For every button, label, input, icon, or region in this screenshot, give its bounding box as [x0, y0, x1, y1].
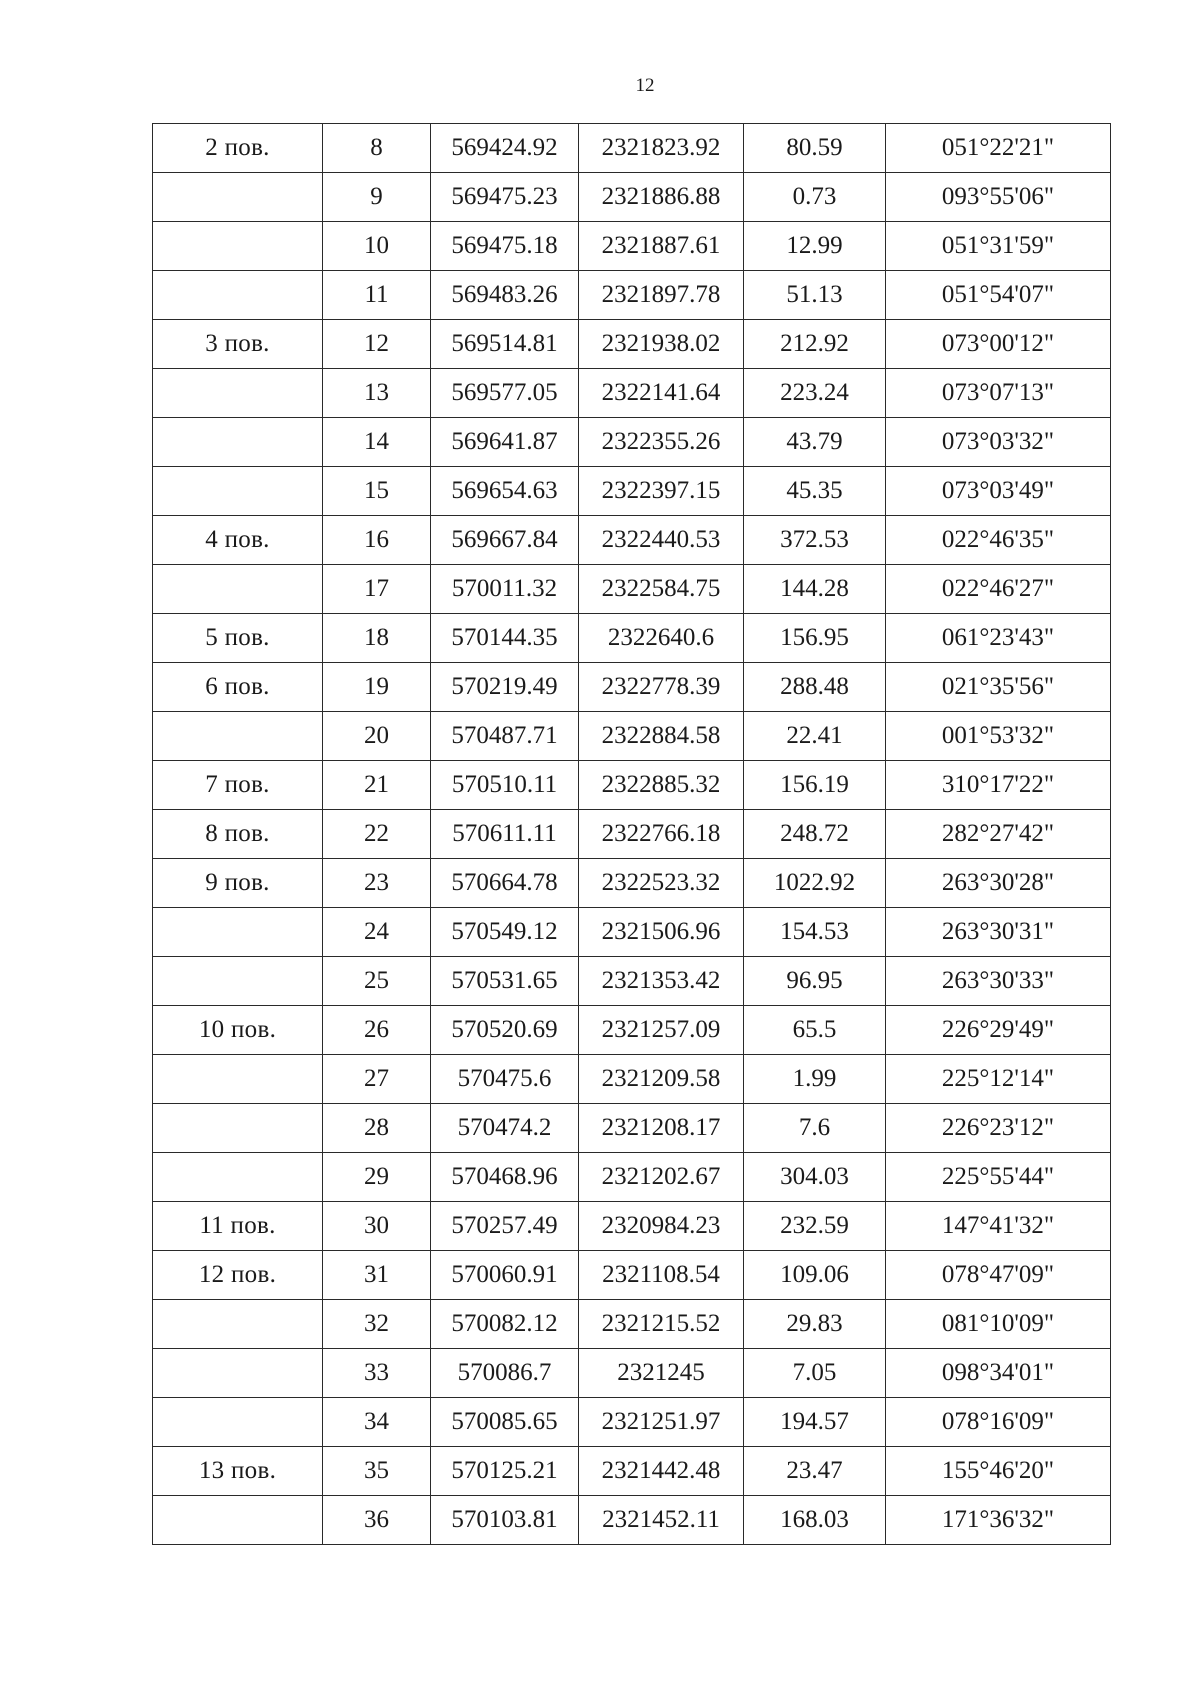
bearing-angle-cell: 310°17'22" [886, 761, 1111, 810]
point-number-cell: 15 [323, 467, 431, 516]
length-cell: 156.19 [744, 761, 886, 810]
table-row [153, 712, 1111, 761]
y-coordinate-cell: 2322440.53 [579, 516, 744, 565]
length-cell: 65.5 [744, 1006, 886, 1055]
bearing-angle-cell: 051°22'21" [886, 124, 1111, 173]
y-coordinate-cell: 2321938.02 [579, 320, 744, 369]
x-coordinate-cell: 569641.87 [431, 418, 579, 467]
length-cell: 232.59 [744, 1202, 886, 1251]
turn-cell [153, 369, 323, 418]
bearing-angle-cell: 051°31'59" [886, 222, 1111, 271]
bearing-angle-cell: 098°34'01" [886, 1349, 1111, 1398]
point-number-cell: 31 [323, 1251, 431, 1300]
table-row [153, 1496, 1111, 1545]
point-number-cell: 13 [323, 369, 431, 418]
table-row [153, 957, 1111, 1006]
length-cell: 1022.92 [744, 859, 886, 908]
point-number-cell: 25 [323, 957, 431, 1006]
bearing-angle-cell: 073°07'13" [886, 369, 1111, 418]
y-coordinate-cell: 2322778.39 [579, 663, 744, 712]
point-number-cell: 21 [323, 761, 431, 810]
point-number-cell: 14 [323, 418, 431, 467]
point-number-cell: 24 [323, 908, 431, 957]
table-body [153, 124, 1111, 1545]
turn-cell: 6 пов. [153, 663, 323, 712]
table-row [153, 1300, 1111, 1349]
x-coordinate-cell: 570611.11 [431, 810, 579, 859]
turn-cell [153, 1055, 323, 1104]
y-coordinate-cell: 2322523.32 [579, 859, 744, 908]
table-row [153, 418, 1111, 467]
length-cell: 12.99 [744, 222, 886, 271]
length-cell: 1.99 [744, 1055, 886, 1104]
x-coordinate-cell: 570082.12 [431, 1300, 579, 1349]
length-cell: 45.35 [744, 467, 886, 516]
x-coordinate-cell: 570520.69 [431, 1006, 579, 1055]
turn-cell [153, 565, 323, 614]
point-number-cell: 18 [323, 614, 431, 663]
bearing-angle-cell: 061°23'43" [886, 614, 1111, 663]
bearing-angle-cell: 022°46'27" [886, 565, 1111, 614]
turn-cell [153, 1349, 323, 1398]
table-row [153, 614, 1111, 663]
table-row [153, 222, 1111, 271]
table-row [153, 1251, 1111, 1300]
point-number-cell: 17 [323, 565, 431, 614]
y-coordinate-cell: 2321245 [579, 1349, 744, 1398]
x-coordinate-cell: 570549.12 [431, 908, 579, 957]
table-row [153, 1202, 1111, 1251]
length-cell: 154.53 [744, 908, 886, 957]
length-cell: 51.13 [744, 271, 886, 320]
bearing-angle-cell: 073°03'32" [886, 418, 1111, 467]
length-cell: 109.06 [744, 1251, 886, 1300]
turn-cell [153, 1398, 323, 1447]
x-coordinate-cell: 569514.81 [431, 320, 579, 369]
bearing-angle-cell: 081°10'09" [886, 1300, 1111, 1349]
turn-cell: 12 пов. [153, 1251, 323, 1300]
x-coordinate-cell: 570086.7 [431, 1349, 579, 1398]
turn-cell: 9 пов. [153, 859, 323, 908]
x-coordinate-cell: 570474.2 [431, 1104, 579, 1153]
x-coordinate-cell: 570475.6 [431, 1055, 579, 1104]
table-row [153, 516, 1111, 565]
point-number-cell: 34 [323, 1398, 431, 1447]
x-coordinate-cell: 570125.21 [431, 1447, 579, 1496]
length-cell: 7.6 [744, 1104, 886, 1153]
page-number: 12 [635, 75, 655, 96]
bearing-angle-cell: 051°54'07" [886, 271, 1111, 320]
y-coordinate-cell: 2322640.6 [579, 614, 744, 663]
turn-cell: 11 пов. [153, 1202, 323, 1251]
bearing-angle-cell: 263°30'33" [886, 957, 1111, 1006]
y-coordinate-cell: 2321202.67 [579, 1153, 744, 1202]
table-row [153, 369, 1111, 418]
table-row [153, 810, 1111, 859]
point-number-cell: 16 [323, 516, 431, 565]
x-coordinate-cell: 570664.78 [431, 859, 579, 908]
turn-cell: 2 пов. [153, 124, 323, 173]
x-coordinate-cell: 569577.05 [431, 369, 579, 418]
x-coordinate-cell: 569475.23 [431, 173, 579, 222]
table-row [153, 761, 1111, 810]
turn-cell: 5 пов. [153, 614, 323, 663]
y-coordinate-cell: 2322584.75 [579, 565, 744, 614]
bearing-angle-cell: 226°29'49" [886, 1006, 1111, 1055]
y-coordinate-cell: 2320984.23 [579, 1202, 744, 1251]
bearing-angle-cell: 073°00'12" [886, 320, 1111, 369]
point-number-cell: 36 [323, 1496, 431, 1545]
point-number-cell: 35 [323, 1447, 431, 1496]
x-coordinate-cell: 569475.18 [431, 222, 579, 271]
point-number-cell: 26 [323, 1006, 431, 1055]
length-cell: 194.57 [744, 1398, 886, 1447]
length-cell: 304.03 [744, 1153, 886, 1202]
point-number-cell: 12 [323, 320, 431, 369]
x-coordinate-cell: 570060.91 [431, 1251, 579, 1300]
table-row [153, 1398, 1111, 1447]
y-coordinate-cell: 2321887.61 [579, 222, 744, 271]
bearing-angle-cell: 001°53'32" [886, 712, 1111, 761]
table-row [153, 1055, 1111, 1104]
x-coordinate-cell: 570103.81 [431, 1496, 579, 1545]
x-coordinate-cell: 569424.92 [431, 124, 579, 173]
turn-cell [153, 712, 323, 761]
bearing-angle-cell: 022°46'35" [886, 516, 1111, 565]
bearing-angle-cell: 226°23'12" [886, 1104, 1111, 1153]
table-row [153, 663, 1111, 712]
point-number-cell: 11 [323, 271, 431, 320]
table-row [153, 1349, 1111, 1398]
turn-cell: 4 пов. [153, 516, 323, 565]
length-cell: 22.41 [744, 712, 886, 761]
bearing-angle-cell: 147°41'32" [886, 1202, 1111, 1251]
length-cell: 144.28 [744, 565, 886, 614]
x-coordinate-cell: 570468.96 [431, 1153, 579, 1202]
x-coordinate-cell: 569483.26 [431, 271, 579, 320]
x-coordinate-cell: 569667.84 [431, 516, 579, 565]
length-cell: 96.95 [744, 957, 886, 1006]
point-number-cell: 19 [323, 663, 431, 712]
bearing-angle-cell: 225°55'44" [886, 1153, 1111, 1202]
bearing-angle-cell: 073°03'49" [886, 467, 1111, 516]
turn-cell: 8 пов. [153, 810, 323, 859]
bearing-angle-cell: 225°12'14" [886, 1055, 1111, 1104]
turn-cell [153, 418, 323, 467]
length-cell: 29.83 [744, 1300, 886, 1349]
y-coordinate-cell: 2322766.18 [579, 810, 744, 859]
y-coordinate-cell: 2322355.26 [579, 418, 744, 467]
y-coordinate-cell: 2321442.48 [579, 1447, 744, 1496]
length-cell: 212.92 [744, 320, 886, 369]
x-coordinate-cell: 570011.32 [431, 565, 579, 614]
bearing-angle-cell: 078°16'09" [886, 1398, 1111, 1447]
bearing-angle-cell: 263°30'28" [886, 859, 1111, 908]
y-coordinate-cell: 2322397.15 [579, 467, 744, 516]
point-number-cell: 8 [323, 124, 431, 173]
y-coordinate-cell: 2322884.58 [579, 712, 744, 761]
turn-cell: 7 пов. [153, 761, 323, 810]
point-number-cell: 28 [323, 1104, 431, 1153]
y-coordinate-cell: 2321506.96 [579, 908, 744, 957]
length-cell: 23.47 [744, 1447, 886, 1496]
y-coordinate-cell: 2322885.32 [579, 761, 744, 810]
x-coordinate-cell: 570510.11 [431, 761, 579, 810]
y-coordinate-cell: 2321257.09 [579, 1006, 744, 1055]
length-cell: 156.95 [744, 614, 886, 663]
bearing-angle-cell: 171°36'32" [886, 1496, 1111, 1545]
table-row [153, 1447, 1111, 1496]
turn-cell [153, 271, 323, 320]
table-row [153, 173, 1111, 222]
y-coordinate-cell: 2321209.58 [579, 1055, 744, 1104]
point-number-cell: 30 [323, 1202, 431, 1251]
point-number-cell: 27 [323, 1055, 431, 1104]
x-coordinate-cell: 570085.65 [431, 1398, 579, 1447]
y-coordinate-cell: 2321897.78 [579, 271, 744, 320]
table-row [153, 908, 1111, 957]
table-row [153, 320, 1111, 369]
turn-cell: 13 пов. [153, 1447, 323, 1496]
y-coordinate-cell: 2321251.97 [579, 1398, 744, 1447]
turn-cell [153, 467, 323, 516]
x-coordinate-cell: 570257.49 [431, 1202, 579, 1251]
bearing-angle-cell: 093°55'06" [886, 173, 1111, 222]
turn-cell [153, 1104, 323, 1153]
y-coordinate-cell: 2321215.52 [579, 1300, 744, 1349]
y-coordinate-cell: 2321886.88 [579, 173, 744, 222]
length-cell: 168.03 [744, 1496, 886, 1545]
bearing-angle-cell: 078°47'09" [886, 1251, 1111, 1300]
length-cell: 248.72 [744, 810, 886, 859]
turn-cell [153, 957, 323, 1006]
turn-cell [153, 1153, 323, 1202]
length-cell: 223.24 [744, 369, 886, 418]
table-row [153, 859, 1111, 908]
point-number-cell: 33 [323, 1349, 431, 1398]
table-row [153, 1153, 1111, 1202]
table-row [153, 467, 1111, 516]
turn-cell [153, 1496, 323, 1545]
point-number-cell: 10 [323, 222, 431, 271]
y-coordinate-cell: 2321208.17 [579, 1104, 744, 1153]
point-number-cell: 22 [323, 810, 431, 859]
point-number-cell: 29 [323, 1153, 431, 1202]
point-number-cell: 32 [323, 1300, 431, 1349]
y-coordinate-cell: 2321108.54 [579, 1251, 744, 1300]
y-coordinate-cell: 2321452.11 [579, 1496, 744, 1545]
point-number-cell: 23 [323, 859, 431, 908]
point-number-cell: 9 [323, 173, 431, 222]
turn-cell [153, 1300, 323, 1349]
length-cell: 288.48 [744, 663, 886, 712]
x-coordinate-cell: 569654.63 [431, 467, 579, 516]
bearing-angle-cell: 021°35'56" [886, 663, 1111, 712]
length-cell: 372.53 [744, 516, 886, 565]
table-row [153, 565, 1111, 614]
length-cell: 80.59 [744, 124, 886, 173]
table-row [153, 1006, 1111, 1055]
x-coordinate-cell: 570219.49 [431, 663, 579, 712]
length-cell: 0.73 [744, 173, 886, 222]
bearing-angle-cell: 155°46'20" [886, 1447, 1111, 1496]
length-cell: 7.05 [744, 1349, 886, 1398]
point-number-cell: 20 [323, 712, 431, 761]
turn-cell [153, 173, 323, 222]
table-row [153, 1104, 1111, 1153]
turn-cell [153, 908, 323, 957]
y-coordinate-cell: 2322141.64 [579, 369, 744, 418]
y-coordinate-cell: 2321823.92 [579, 124, 744, 173]
coordinates-table [152, 123, 1111, 1545]
y-coordinate-cell: 2321353.42 [579, 957, 744, 1006]
bearing-angle-cell: 282°27'42" [886, 810, 1111, 859]
turn-cell: 10 пов. [153, 1006, 323, 1055]
x-coordinate-cell: 570144.35 [431, 614, 579, 663]
table-row [153, 124, 1111, 173]
turn-cell [153, 222, 323, 271]
x-coordinate-cell: 570487.71 [431, 712, 579, 761]
turn-cell: 3 пов. [153, 320, 323, 369]
bearing-angle-cell: 263°30'31" [886, 908, 1111, 957]
x-coordinate-cell: 570531.65 [431, 957, 579, 1006]
table-row [153, 271, 1111, 320]
length-cell: 43.79 [744, 418, 886, 467]
